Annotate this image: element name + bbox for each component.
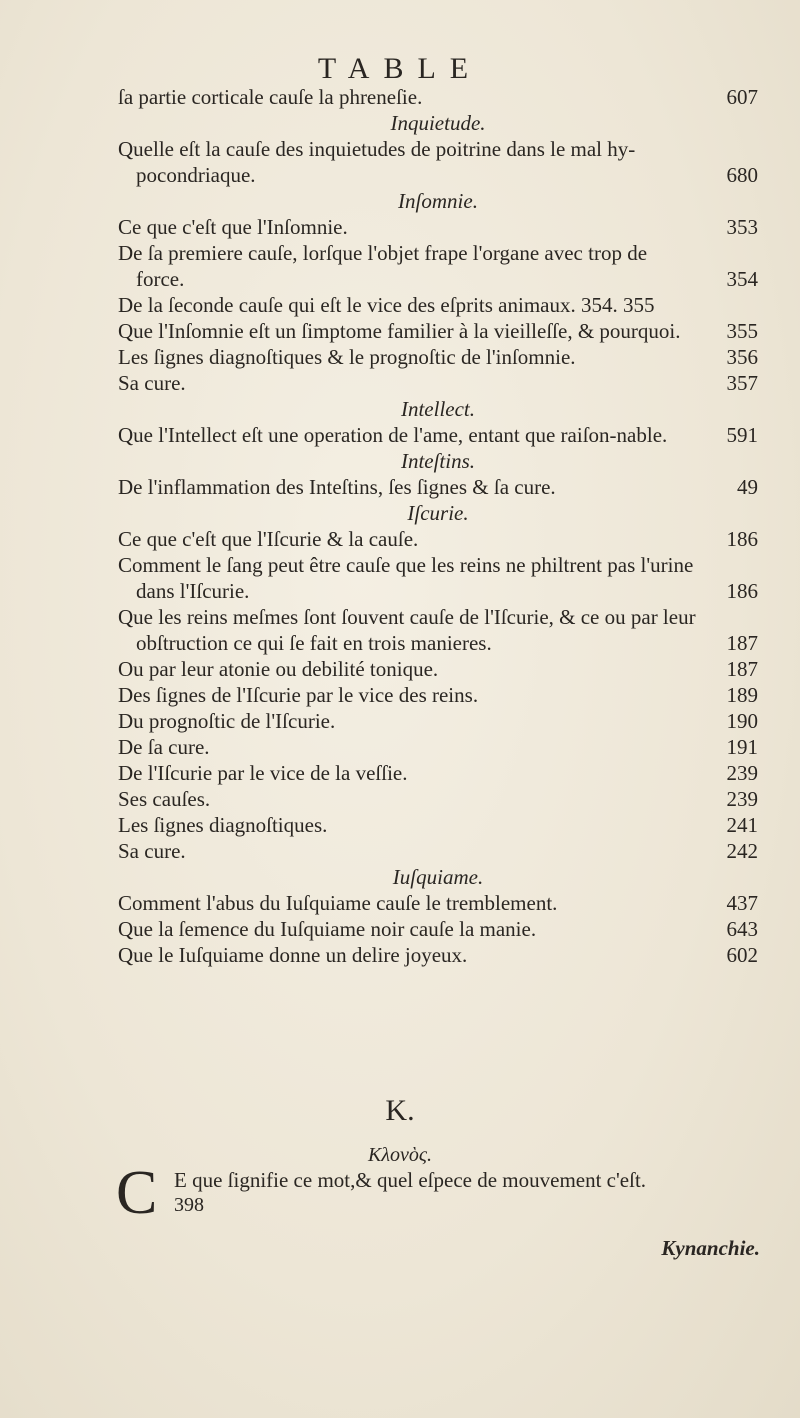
page-number: 241	[726, 813, 758, 837]
page-number: 680	[726, 163, 758, 187]
page-number: 186	[726, 579, 758, 603]
entry-text: Les ſignes diagnoſtiques & le prognoſtic de l'inſomnie.	[118, 345, 576, 369]
page-number: 357	[726, 371, 758, 395]
index-entry	[118, 812, 758, 838]
entry-text: De ſa premiere cauſe, lorſque l'objet frape l'organe avec trop de force.	[118, 241, 648, 291]
page-number: 643	[726, 917, 758, 941]
index-heading: Intellect.	[400, 397, 476, 421]
page-number: 354	[726, 267, 758, 291]
entry-text: ſa partie corticale cauſe la phreneſie.	[118, 85, 423, 109]
page-number: 239	[726, 787, 758, 811]
page-header: TABLE	[317, 52, 483, 85]
index-entry	[118, 890, 758, 916]
entry-text: Que la ſemence du Iuſquiame noir cauſe la manie.	[118, 917, 537, 941]
index-entry	[118, 344, 758, 370]
page-number: 187	[726, 631, 758, 655]
entry-text: Sa cure.	[118, 371, 186, 395]
page-number: 191	[726, 735, 758, 759]
index-entry	[118, 916, 758, 942]
page-number: 186	[726, 527, 758, 551]
index-entry	[118, 604, 758, 656]
page-number: 602	[726, 943, 758, 967]
index-entry	[118, 292, 758, 318]
greek-heading: Κλονὸς.	[368, 1144, 432, 1166]
page-number: 187	[726, 657, 758, 681]
entry-text: De l'Iſcurie par le vice de la veſſie.	[118, 761, 408, 785]
index-entry	[118, 838, 758, 864]
index-entry	[118, 84, 758, 110]
page-number: 239	[726, 761, 758, 785]
index-entry	[118, 422, 758, 448]
page-number: 189	[726, 683, 758, 707]
section-letter: K.	[385, 1094, 415, 1127]
page-number: 356	[726, 345, 758, 369]
index-entry	[118, 734, 758, 760]
index-entry	[118, 760, 758, 786]
page-number: 190	[726, 709, 758, 733]
entry-text: Comment l'abus du Iuſquiame cauſe le tremblement.	[118, 891, 558, 915]
entry-text: Que les reins meſmes ſont ſouvent cauſe de l'Iſcurie, & ce ou par leur obſtruction ce qui ſe fait en trois manieres.	[118, 605, 696, 655]
catchword: Kynanchie.	[661, 1236, 760, 1260]
drop-capital: C	[116, 1159, 158, 1227]
entry-text: Sa cure.	[118, 839, 186, 863]
index-entry	[118, 708, 758, 734]
page-number: 355	[726, 319, 758, 343]
index-entry	[118, 370, 758, 396]
entry-text: Des ſignes de l'Iſcurie par le vice des reins.	[118, 683, 479, 707]
index-heading: Iuſquiame.	[392, 865, 484, 889]
entry-text: Ou par leur atonie ou debilité tonique.	[118, 657, 439, 681]
entry-text: Ce que c'eſt que l'Inſomnie.	[118, 215, 348, 239]
index-entry	[118, 552, 758, 604]
index-entry	[118, 214, 758, 240]
index-entry	[118, 526, 758, 552]
index-heading: Inquietude.	[390, 111, 486, 135]
index-entry	[118, 656, 758, 682]
entry-text: De l'inflammation des Inteſtins, ſes ſignes & ſa cure.	[118, 475, 556, 499]
entry-text: Que l'Intellect eſt une operation de l'ame, entant que raiſon-nable.	[118, 423, 668, 447]
page-number: 353	[726, 215, 758, 239]
entry-text: Ses cauſes.	[118, 787, 211, 811]
page-number: 607	[726, 85, 758, 109]
index-entries	[118, 84, 758, 968]
entry-text: De ſa cure.	[118, 735, 210, 759]
page-number: 591	[726, 423, 758, 447]
entry-text: Les ſignes diagnoſtiques.	[118, 813, 328, 837]
entry-text: Que le Iuſquiame donne un delire joyeux.	[118, 943, 468, 967]
page-number: 49	[737, 475, 758, 499]
entry-text: Du prognoſtic de l'Iſcurie.	[118, 709, 336, 733]
page-number: 398	[174, 1194, 204, 1216]
entry-text: Que l'Inſomnie eſt un ſimptome familier à la vieilleſſe, & pourquoi.	[118, 319, 681, 343]
page-number: 437	[726, 891, 758, 915]
index-heading: Iſcurie.	[407, 501, 469, 525]
index-entry	[118, 786, 758, 812]
index-entry	[118, 136, 758, 188]
entry-text: Ce que c'eſt que l'Iſcurie & la cauſe.	[118, 527, 419, 551]
index-entry	[118, 240, 758, 292]
index-heading: Inſomnie.	[398, 189, 478, 213]
index-entry	[118, 942, 758, 968]
entry-text: E que ſignifie ce mot,& quel eſpece de mouvement c'eſt.	[174, 1168, 647, 1192]
entry-text: Comment le ſang peut être cauſe que les reins ne philtrent pas l'urine dans l'Iſcurie.	[118, 553, 694, 603]
entry-text: De la ſeconde cauſe qui eſt le vice des eſprits animaux. 354. 355	[118, 293, 655, 317]
page-number: 242	[726, 839, 758, 863]
index-entry	[118, 318, 758, 344]
index-heading: Inteſtins.	[400, 449, 476, 473]
entry-text: Quelle eſt la cauſe des inquietudes de poitrine dans le mal hy-pocondriaque.	[118, 137, 636, 187]
index-entry	[118, 682, 758, 708]
index-entry	[118, 474, 758, 500]
